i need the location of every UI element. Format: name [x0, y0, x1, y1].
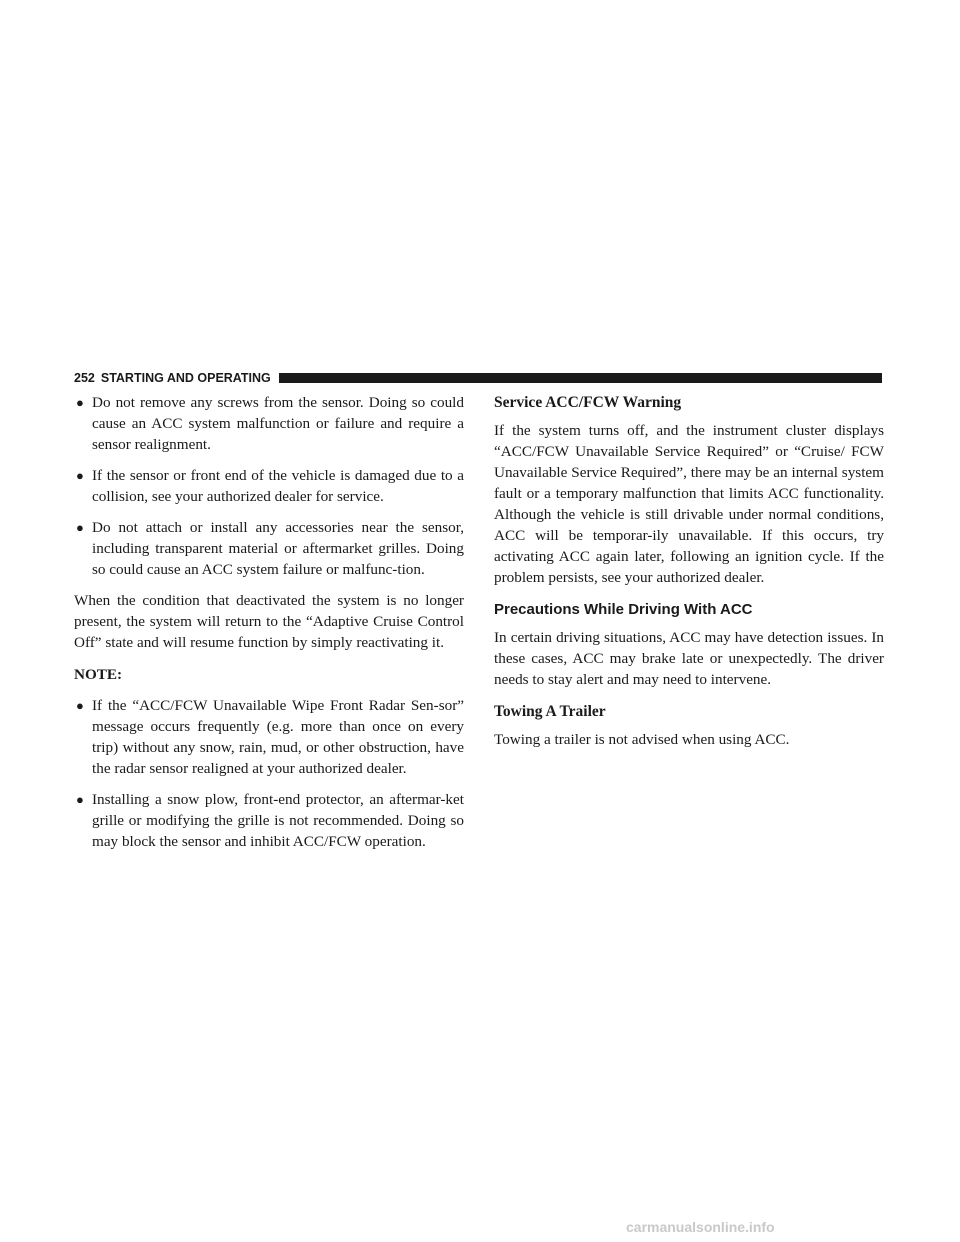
bullet-icon: ● — [76, 468, 84, 483]
precautions-heading: Precautions While Driving With ACC — [494, 601, 753, 618]
bullet-text: Do not attach or install any accessories near the sensor, including transparent material or aftermarket grilles. Doing so could cause an ACC system failure or malfunc-tion. — [92, 519, 464, 578]
bullet-item — [74, 695, 464, 779]
towing-text: Towing a trailer is not advised when using ACC. — [494, 731, 790, 748]
bullet-icon: ● — [76, 698, 84, 713]
bullet-item — [74, 465, 464, 507]
section-title: STARTING AND OPERATING — [100, 371, 271, 385]
bullet-item — [74, 517, 464, 580]
bullet-text: Do not remove any screws from the sensor. Doing so could cause an ACC system malfunction or failure and require a sensor realignment. — [92, 394, 464, 453]
page-number: 252 — [74, 371, 95, 385]
right-column — [494, 392, 884, 761]
bullet-text: If the “ACC/FCW Unavailable Wipe Front Radar Sen-sor” message occurs frequently (e.g. more than once on every trip) without any snow, rain, mud, or other obstruction, have the radar sensor realigned at your authorized dealer. — [92, 697, 464, 777]
left-column — [74, 392, 464, 862]
service-warning-text: If the system turns off, and the instrument cluster displays “ACC/FCW Unavailable Service Required” or “Cruise/ FCW Unavailable Service Required”, there may be an internal system fault or a temporary malfunction that limits ACC functionality. Although the vehicle is still drivable under normal conditions, ACC will be temporar-ily unavailable. If this occurs, try activating ACC again later, following an ignition cycle. If the problem persists, see your authorized dealer. — [494, 422, 884, 586]
bullet-icon: ● — [76, 520, 84, 535]
bullet-text: If the sensor or front end of the vehicle is damaged due to a collision, see your authorized dealer for service. — [92, 467, 464, 505]
bullet-item — [74, 789, 464, 852]
header-rule — [279, 373, 882, 383]
reactivation-paragraph: When the condition that deactivated the system is no longer present, the system will return to the “Adaptive Cruise Control Off” state and will resume function by simply reactivating it. — [74, 592, 464, 651]
note-label: NOTE: — [74, 666, 123, 683]
bullet-item — [74, 392, 464, 455]
bullet-icon: ● — [76, 395, 84, 410]
bullet-text: Installing a snow plow, front-end protector, an aftermar-ket grille or modifying the grille is not recommended. Doing so may block the sensor and inhibit ACC/FCW operation. — [92, 791, 464, 850]
service-warning-heading: Service ACC/FCW Warning — [494, 394, 682, 411]
towing-heading: Towing A Trailer — [494, 703, 606, 720]
bullet-icon: ● — [76, 792, 84, 807]
page-header — [74, 370, 882, 386]
precautions-text: In certain driving situations, ACC may have detection issues. In these cases, ACC may brake late or unexpectedly. The driver needs to stay alert and may need to intervene. — [494, 629, 884, 688]
watermark: carmanualsonline.info — [626, 1219, 775, 1235]
